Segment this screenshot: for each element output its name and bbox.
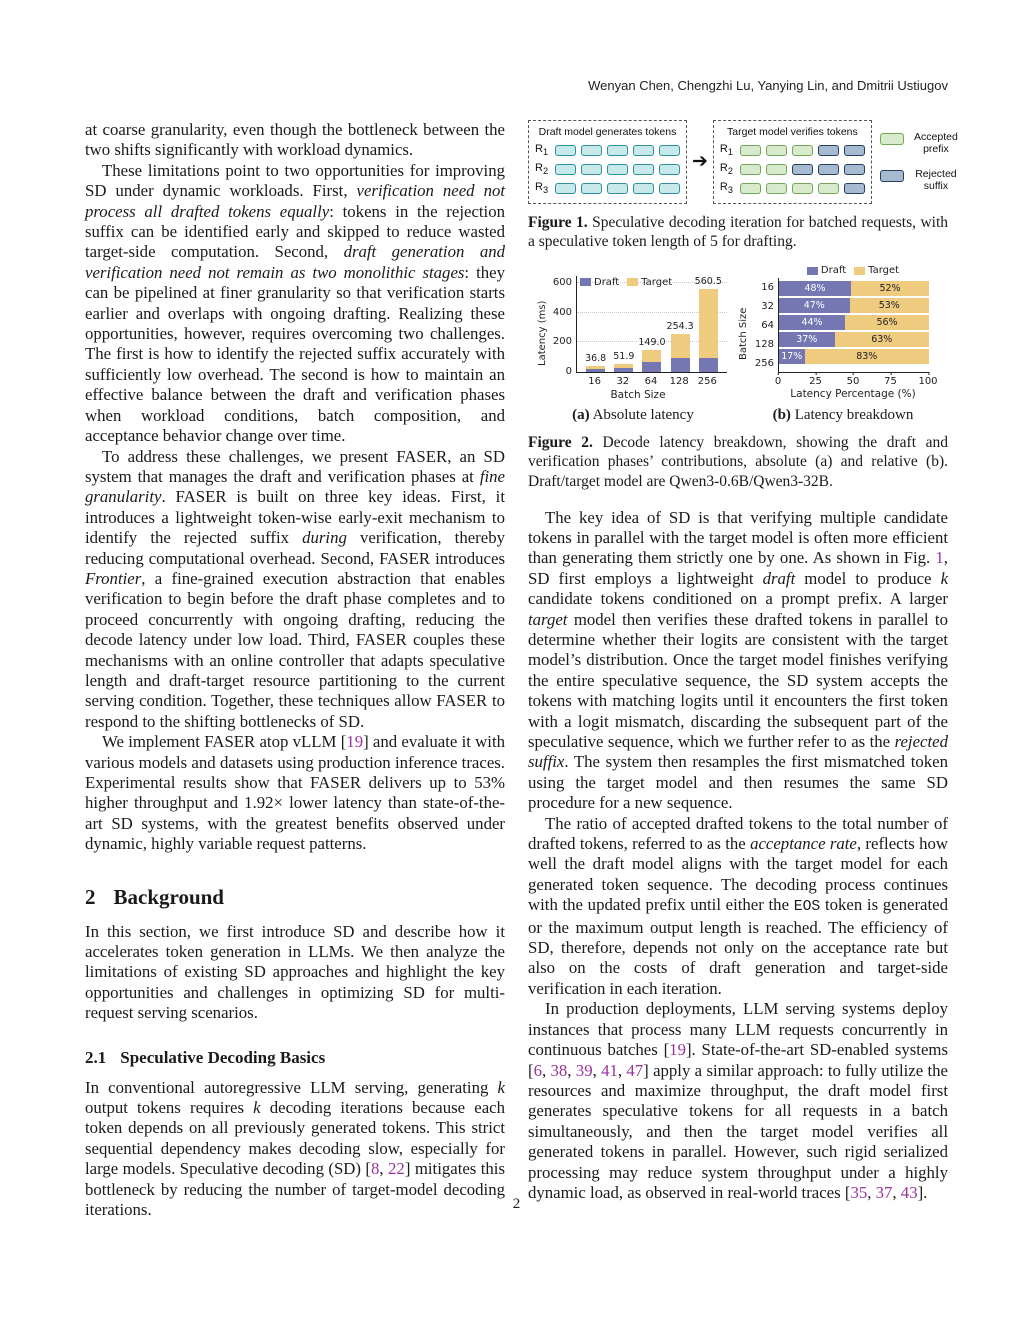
subsection-heading-sd-basics [85,1048,505,1068]
stacked-bar [638,276,666,372]
x-tick-label: 32 [616,375,630,387]
target-bar-segment: 56% [845,315,929,330]
bar-total-label: 560.5 [694,275,722,287]
draft-token [581,164,602,175]
target-swatch [854,267,865,275]
accepted-token [740,145,761,156]
y-axis-label: Batch Size [738,307,749,360]
subcaption-a: (a) Absolute latency [572,406,694,423]
section-heading-background [85,885,505,910]
draft-token [659,183,680,194]
draft-token [607,164,628,175]
accepted-token-swatch [880,133,904,145]
request-row-label: $R_2$ [535,162,549,177]
draft-token [555,183,576,194]
stacked-bar [779,349,929,364]
citation-link[interactable]: 38 [550,1060,568,1080]
y-tick-label: 600 [552,277,572,289]
legend-item-accepted [880,131,963,156]
draft-token [633,164,654,175]
plot-area [552,275,727,377]
target-bar-segment: 83% [805,349,930,364]
y-axis-label: Latency (ms) [537,300,548,366]
figure2-subcaptions [528,407,948,424]
draft-bar-segment [699,358,718,372]
bar-total-label: 36.8 [585,353,607,365]
figure1-diagram [528,120,958,204]
x-tick-label: 64 [644,375,658,387]
draft-token [659,164,680,175]
draft-token [633,145,654,156]
bar-total-label: 51.9 [613,351,635,363]
subcaption-b: (b) Latency breakdown [772,406,914,423]
accepted-token [766,145,787,156]
x-tick-label: 100 [918,375,938,387]
request-row-label: $R_1$ [535,143,549,158]
y-tick-label: 64 [761,319,774,331]
figure2-charts [536,266,948,401]
x-tick-label: 256 [697,375,717,387]
bar-total-label: 254.3 [666,321,694,333]
citation-link[interactable]: 1 [935,548,944,568]
chart-legend [778,266,928,276]
paragraph: The ratio of accepted drafted tokens to the total number of drafted tokens, referred to as the acceptance rate, reflects how well the draft model aligns with the target model for each generated token sequence. The decoding process continues with the updated prefix until either the EOS token is generated or the maximum output length is reached. The efficiency of SD, therefore, depends not only on the acceptance rate but also on the costs of draft generation and target-side verification in each iteration. [528,813,948,998]
draft-bar-segment: 17% [779,349,805,364]
page-number: 2 [512,1196,521,1212]
draft-token-rows [535,143,680,196]
citation-link[interactable]: 43 [900,1182,918,1202]
running-head-authors: Wenyan Chen, Chengzhi Lu, Yanying Lin, and Dmitrii Ustiugov [588,78,948,93]
paragraph: To address these challenges, we present FASER, an SD system that manages the draft and verification phases at fine granularity. FASER is built on three key ideas. First, it introduces a lightweight token-wise early-exit mechanism to identify the rejected suffix during verification, thereby reducing computational overhead. Second, FASER introduces Frontier, a fine-grained execution abstraction that enables verification to begin before the draft phase completes and to proceed concurrently with ongoing drafting, reducing the decode latency under low load. Third, FASER couples these mechanisms with an online controller that adapts speculative length and draft-target resource partitioning to the current serving condition. Together, these techniques allow FASER to respond to the shifting bottlenecks of SD. [85,446,505,731]
stacked-bar [779,298,929,313]
rejected-token-swatch [880,170,904,182]
x-tick-label: 25 [809,375,822,387]
section-title: Background [113,884,224,909]
request-row-label: $R_2$ [719,162,733,177]
paragraph: These limitations point to two opportunities for improving SD under dynamic workloads. First, verification need not process all drafted tokens equally: tokens in the rejection suffix can be identified early and skipped to reduce wasted target-side computation. Second, draft generation and verification need not remain as two monolithic stages: they can be pipelined at finer granularity so that verification starts earlier and overlaps with ongoing drafting. Realizing these opportunities, however, requires overcoming two challenges. The first is how to identify the rejected suffix accurately with sufficiently low overhead. The second is how to maintain an effective balance between the draft and verification phases when workload conditions, batch composition, and acceptance behavior change over time. [85,160,506,446]
chart-latency-breakdown [737,265,938,401]
rejected-token [818,145,839,156]
legend-item: Draft [580,277,619,288]
verify-token-row [720,181,865,195]
bar-total-label: 149.0 [638,336,666,348]
left-column [85,120,505,1221]
draft-token [581,183,602,194]
draft-token-row [535,143,680,157]
subsection-title: Speculative Decoding Basics [120,1047,326,1067]
draft-bar-segment: 47% [779,298,850,313]
section-number: 2 [85,884,96,909]
y-tick-label: 128 [754,338,774,350]
accepted-token [792,145,813,156]
target-bar-segment [642,350,661,362]
x-axis-label: Batch Size [610,388,666,401]
rejected-token [844,183,865,194]
accepted-token [740,164,761,175]
paragraph: In production deployments, LLM serving systems deploy instances that process many LLM requests concurrently in continuous batches [19]. State-of-the-art SD-enabled systems [6, 38, 39, 41, 47] apply a similar approach: to fully utilize the resources and maximize throughput, the draft model first generates speculative tokens for all requests in a batch simultaneously, and then the target model verifies all generated tokens in parallel. However, such rigid serialized processing may reduce system throughput under a highly dynamic load, as observed in real-world traces [35, 37, 43]. [528,999,949,1202]
stacked-bar [779,281,929,296]
draft-bar-segment [586,369,605,372]
verify-token-row [720,162,865,176]
citation-link[interactable]: 8 [371,1159,380,1179]
request-row-label: $R_1$ [719,143,733,158]
y-tick-label: 200 [552,336,572,348]
legend-item-rejected [880,168,963,193]
citation-link[interactable]: 47 [626,1060,644,1080]
draft-token-row [535,162,680,176]
draft-bar-segment: 44% [779,315,845,330]
arrow-right-icon: ➔ [692,151,708,173]
draft-bar-segment: 37% [779,332,835,347]
y-tick-label: 32 [761,300,774,312]
draft-token [607,183,628,194]
citation-link[interactable]: 39 [575,1060,593,1080]
request-row-label: $R_3$ [719,181,733,196]
verify-token-row [720,143,865,157]
x-tick-label: 75 [884,375,897,387]
target-bar-segment: 53% [850,298,930,313]
subsection-number: 2.1 [85,1047,107,1067]
y-tick-label: 16 [761,281,774,293]
citation-link[interactable]: 6 [533,1060,542,1080]
citation-link[interactable]: 19 [346,732,364,752]
stacked-bar [694,275,722,372]
figure1-legend [880,131,963,193]
draft-token-row [535,181,680,195]
legend-label: Rejected suffix [915,167,957,193]
legend-item: Target [854,265,899,276]
rejected-token [792,164,813,175]
stacked-bar [614,276,633,372]
target-bar-segment: 63% [835,332,930,347]
draft-bar-segment [614,368,633,372]
target-swatch [627,278,638,286]
target-model-box [713,120,872,204]
target-box-title: Target model verifies tokens [727,126,858,138]
draft-token [659,145,680,156]
citation-link[interactable]: 37 [875,1182,893,1202]
draft-token [633,183,654,194]
citation-link[interactable]: 19 [669,1040,686,1060]
y-tick-label: 256 [754,357,774,369]
citation-link[interactable]: 41 [601,1060,618,1080]
accepted-token [766,183,787,194]
draft-token [581,145,602,156]
figure1-caption: Figure 1. Speculative decoding iteration for batched requests, with a speculative token length of 5 for drafting. [528,213,948,251]
rejected-token [818,164,839,175]
request-row-label: $R_3$ [535,181,549,196]
legend-label: Accepted prefix [914,130,958,156]
draft-token [555,145,576,156]
accepted-token [740,183,761,194]
paragraph: In this section, we first introduce SD and describe how it accelerates token generation in LLMs. We then analyze the limitations of existing SD approaches and highlight the key opportunities and challenges in optimizing SD for multi-request serving scenarios. [85,921,505,1023]
verify-token-rows [720,143,865,196]
accepted-token [766,164,787,175]
x-axis-label: Latency Percentage (%) [790,387,916,400]
paragraph: In conventional autoregressive LLM serving, generating k output tokens requires k decoding iterations because each token depends on all previously generated tokens. This strict sequential dependency makes decoding slow, especially for large models. Speculative decoding (SD) [8, 22] mitigates this bottleneck by reducing the number of target-model decoding iterations. [85,1077,506,1220]
plot-area [750,278,929,373]
paragraph: at coarse granularity, even though the bottleneck between the two shifts significantly with workload dynamics. [85,120,505,160]
two-column-layout [85,120,958,1221]
draft-swatch [807,267,818,275]
accepted-token [818,183,839,194]
draft-bar-segment [642,362,661,372]
target-bar-segment [671,334,690,358]
chart-legend [580,277,672,288]
rejected-token [844,145,865,156]
x-tick-labels [576,376,726,387]
target-bar-segment [699,289,718,358]
draft-model-box [528,120,687,204]
figure2-caption: Figure 2. Decode latency breakdown, showing the draft and verification phases’ contributions, absolute (a) and relative (b). Draft/target model are Qwen3-0.6B/Qwen3-32B. [528,433,948,490]
citation-link[interactable]: 35 [850,1182,868,1202]
stacked-bar [779,332,929,347]
target-bar-segment: 52% [851,281,929,296]
draft-bar-segment: 48% [779,281,851,296]
legend-item: Target [627,277,672,288]
draft-token [555,164,576,175]
paragraph: We implement FASER atop vLLM [19] and evaluate it with various models and datasets using production inference traces. Experimental results show that FASER delivers up to 53% higher throughput and 1.92× lower latency than state-of-the-art SD systems, with the greatest benefits observed under dynamic, highly variable request patterns. [85,732,505,854]
draft-token [607,145,628,156]
accepted-token [792,183,813,194]
y-tick-label: 400 [552,306,572,318]
chart-absolute-latency [536,266,727,401]
draft-swatch [580,278,591,286]
x-tick-label: 128 [669,375,689,387]
right-column [528,120,958,1221]
stacked-bar [666,276,694,372]
x-tick-label: 16 [588,375,602,387]
legend-item: Draft [807,265,846,276]
x-tick-labels [774,373,938,387]
x-tick-label: 50 [846,375,860,387]
citation-link[interactable]: 22 [388,1159,405,1179]
paragraph: The key idea of SD is that verifying multiple candidate tokens in parallel with the target model is often more efficient than generating them strictly one by one. As shown in Fig. 1, SD first employs a lightweight draft model to produce k candidate tokens conditioned on a prompt prefix. A larger target model then verifies these drafted tokens in parallel to determine whether their logits are consistent with the target model’s distribution. Once the target model finishes verifying the entire speculative sequence, the SD system accepts the tokens with matching logits until it encounters the first token with a logit mismatch, discarding the subsequent part of the speculative sequence, which we further refer to as the rejected suffix. The system then resamples the first mismatched token using the target model and then resumes the same SD procedure for a new sequence. [528,507,949,813]
x-tick-label: 0 [774,375,782,387]
stacked-bar [586,276,605,372]
draft-bar-segment [671,358,690,372]
stacked-bar [779,315,929,330]
draft-box-title: Draft model generates tokens [538,126,677,138]
rejected-token [844,164,865,175]
y-tick-label: 0 [565,365,572,377]
